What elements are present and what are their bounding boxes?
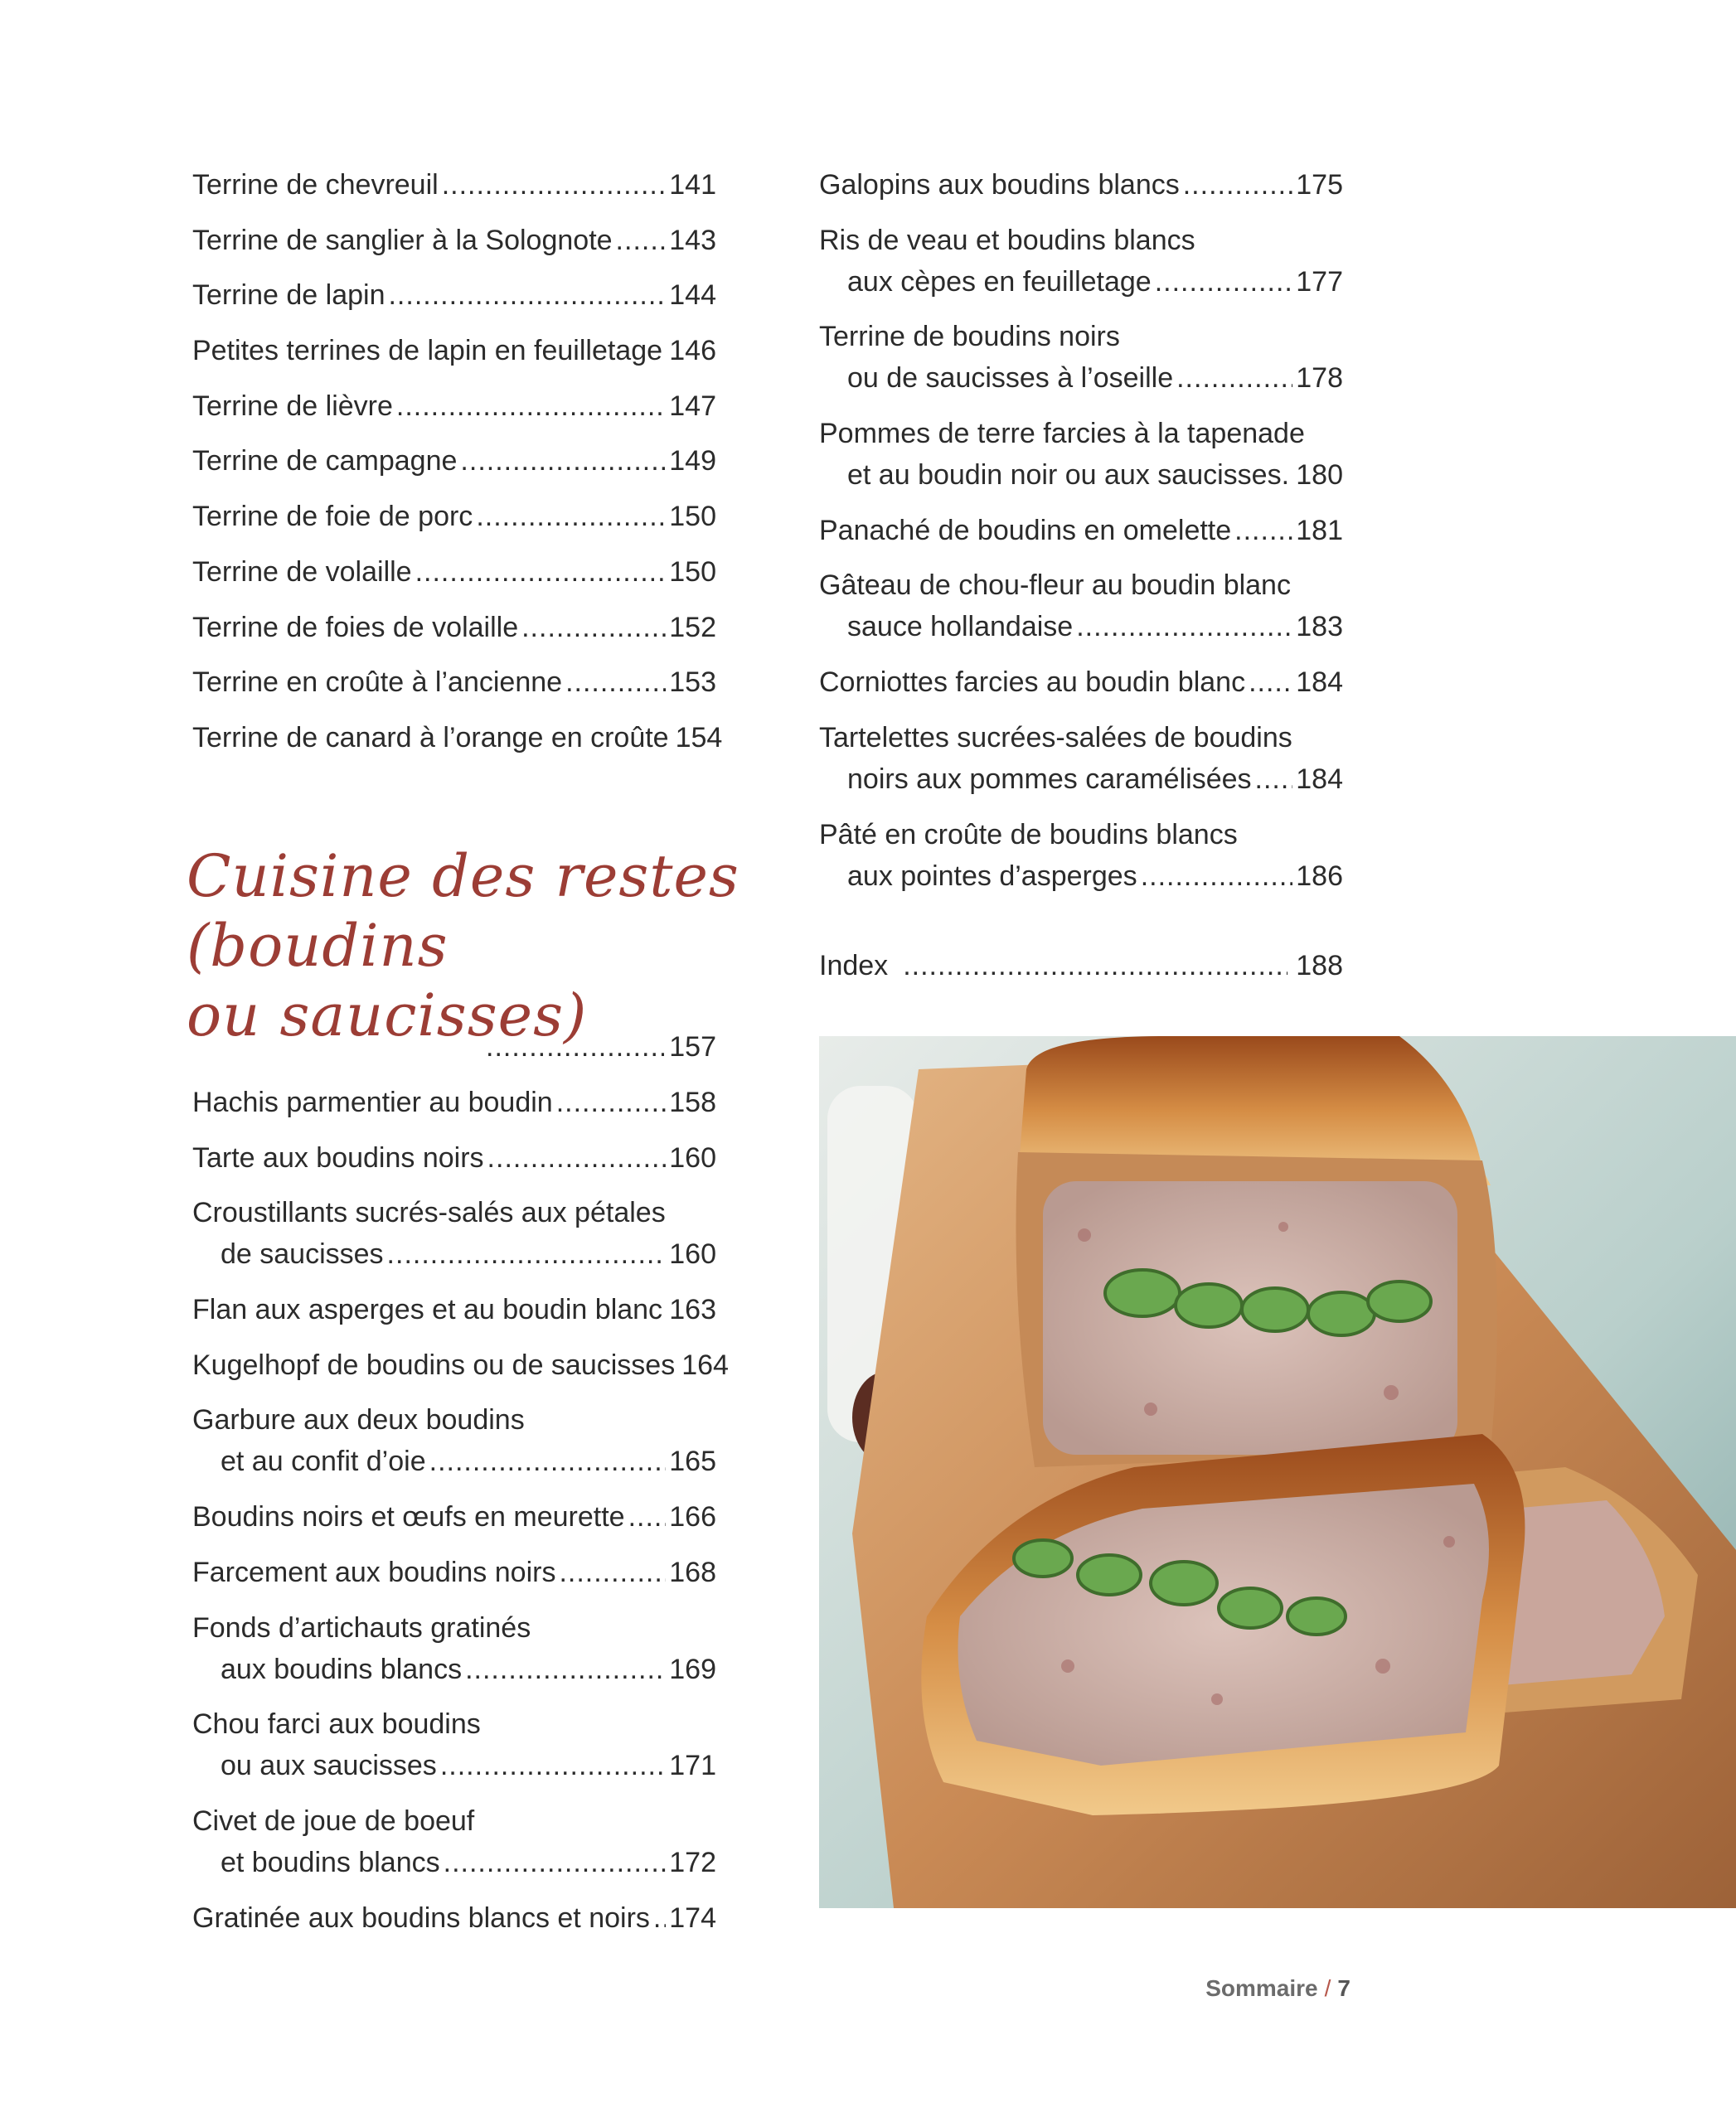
leader-dots [388,274,666,316]
leader-dots [1155,261,1293,303]
toc-entry[interactable] [192,1137,716,1179]
toc-entry-title-continued: et au boudin noir ou aux saucisses. [847,459,1290,492]
toc-entry-title: Terrine de foie de porc [192,501,473,533]
toc-entry-page: 174 [669,1902,716,1934]
toc-entry[interactable] [192,551,716,593]
leader-dots [487,1137,667,1179]
toc-entry-title: Panaché de boudins en omelette [819,514,1232,546]
leader-dots [486,1026,664,1068]
toc-entry-page: 141 [669,169,716,201]
leader-dots [1234,510,1292,551]
section-title-line-1: Cuisine des restes [187,842,739,910]
toc-entry-page: 183 [1296,611,1343,643]
leader-dots [565,661,666,703]
toc-entry-title-continued: ou aux saucisses [221,1750,437,1782]
section-page-row[interactable] [192,1026,716,1068]
toc-entry-title: Terrine de volaille [192,555,412,588]
toc-entry-title: Terrine en croûte à l’ancienne [192,666,563,699]
leader-dots [465,1649,666,1690]
toc-left-column-top [192,164,723,773]
toc-entry-page: 143 [669,224,716,256]
toc-entry-title: Petites terrines de lapin en feuilletage [192,335,663,367]
toc-entry-page: 146 [669,335,716,367]
leader-dots [444,1842,667,1883]
toc-entry-title: Hachis parmentier au boudin [192,1087,553,1118]
leader-dots [1176,357,1292,399]
toc-entry[interactable] [192,1082,716,1123]
toc-entry-page: 154 [675,721,723,753]
toc-entry-title-continued: de saucisses [221,1238,384,1271]
toc-entry[interactable] [819,564,1343,647]
toc-entry[interactable] [819,413,1343,496]
toc-entry-page: 171 [669,1750,716,1782]
toc-entry-title: Galopins aux boudins blancs [819,169,1180,201]
toc-entry[interactable] [192,440,716,482]
toc-entry-page: 150 [669,555,716,588]
toc-entry[interactable] [819,717,1343,800]
toc-entry[interactable] [192,1289,716,1330]
toc-entry[interactable] [192,1703,716,1786]
toc-entry[interactable] [192,164,716,206]
toc-entry-title-continued: aux boudins blancs [221,1653,463,1685]
leader-dots [1183,164,1293,206]
toc-entry-page: 169 [669,1653,716,1685]
footer-label: Sommaire [1205,1975,1318,2001]
toc-entry[interactable] [192,385,716,427]
leader-dots [396,385,666,427]
toc-entry-page: 175 [1296,169,1343,201]
leader-dots [1255,758,1293,800]
leader-dots [1141,855,1293,897]
toc-entry[interactable] [192,1344,729,1386]
toc-entry[interactable] [192,1496,716,1538]
toc-entry[interactable] [192,661,716,703]
toc-entry-page: 177 [1296,265,1343,298]
toc-entry-title-continued: et au confit d’oie [221,1446,426,1478]
toc-entry-page: 180 [1296,459,1343,492]
leader-dots [1249,661,1292,703]
toc-entry-title: Civet de joue de boeuf [192,1805,475,1837]
toc-entry[interactable] [192,1897,716,1939]
toc-entry-page: 165 [669,1446,716,1478]
toc-entry-title-continued: sauce hollandaise [847,611,1074,643]
toc-entry-title: Terrine de sanglier à la Solognote [192,224,613,256]
toc-entry[interactable] [819,814,1343,897]
toc-entry[interactable] [192,1607,716,1690]
toc-entry-page: 186 [1296,860,1343,892]
toc-entry[interactable] [192,330,716,371]
toc-entry[interactable] [819,510,1343,551]
pate-en-croute-photo [819,1036,1736,1908]
toc-entry-title: Farcement aux boudins noirs [192,1556,556,1588]
toc-entry-page: 178 [1296,362,1343,395]
toc-entry-page: 172 [669,1846,716,1878]
section-title-line-3: ou saucisses) [187,981,588,1049]
toc-entry-title: Corniottes farcies au boudin blanc [819,666,1246,699]
leader-dots [653,1897,666,1939]
toc-entry[interactable] [819,220,1343,303]
toc-entry-page: 149 [669,445,716,477]
toc-entry-page: 150 [669,501,716,533]
section-title [187,841,739,1050]
toc-entry-title: Chou farci aux boudins [192,1708,481,1741]
leader-dots [415,551,667,593]
leader-dots [387,1233,667,1275]
toc-entry-title-continued: noirs aux pommes caramélisées [847,763,1252,795]
toc-entry-title: Terrine de campagne [192,445,458,477]
index-title: Index [819,950,889,981]
toc-entry[interactable] [192,220,716,261]
toc-entry-title: Flan aux asperges et au boudin blanc [192,1294,663,1326]
toc-right-column [819,164,1343,910]
toc-entry-page: 153 [669,666,716,699]
leader-dots [460,440,666,482]
toc-entry-title-continued: et boudins blancs [221,1846,440,1878]
toc-entry-title: Pommes de terre farcies à la tapenade [819,418,1305,450]
toc-entry-page: 181 [1296,514,1343,546]
toc-entry-title: Terrine de chevreuil [192,169,439,201]
toc-entry-index[interactable] [819,945,1343,986]
toc-entry-title: Garbure aux deux boudins [192,1404,525,1436]
toc-entry-page: 166 [669,1501,716,1533]
toc-entry-page: 152 [669,611,716,643]
leader-dots [440,1745,666,1786]
toc-entry[interactable] [192,717,723,758]
section-title-line-2: (boudins [187,912,449,980]
toc-entry-page: 160 [669,1238,716,1271]
toc-entry[interactable] [192,1552,716,1593]
toc-entry-title: Terrine de lapin [192,279,386,312]
page-footer [1205,1975,1350,2002]
leader-dots [476,496,666,537]
section-page-number: 157 [669,1031,716,1063]
leader-dots [521,607,666,648]
leader-dots [556,1082,667,1123]
toc-left-column-bottom [192,1082,729,1952]
toc-entry[interactable] [192,607,716,648]
toc-entry[interactable] [819,316,1343,399]
toc-entry[interactable] [192,496,716,537]
toc-entry-title: Terrine de boudins noirs [819,321,1120,353]
leader-dots [628,1496,667,1538]
toc-entry-title: Gâteau de chou-fleur au boudin blanc [819,569,1291,602]
leader-dots [616,220,667,261]
leader-dots [559,1552,666,1593]
leader-dots [903,945,1287,986]
toc-entry[interactable] [819,164,1343,206]
index-page-number: 188 [1296,950,1343,981]
leader-dots [442,164,667,206]
toc-entry-page: 184 [1296,666,1343,699]
toc-entry-title: Tartelettes sucrées-salées de boudins [819,721,1292,753]
toc-entry-page: 144 [669,279,716,312]
toc-entry-title: Kugelhopf de boudins ou de saucisses [192,1349,676,1381]
toc-entry-page: 158 [669,1087,716,1118]
toc-entry-title: Gratinée aux boudins blancs et noirs [192,1902,650,1934]
toc-entry-title-continued: ou de saucisses à l’oseille [847,362,1174,395]
toc-entry[interactable] [192,274,716,316]
toc-entry-title: Boudins noirs et œufs en meurette [192,1501,625,1533]
toc-entry[interactable] [192,1800,716,1883]
toc-entry-title-continued: aux cèpes en feuilletage [847,265,1152,298]
toc-entry-page: 168 [669,1556,716,1588]
toc-entry-page: 164 [681,1349,729,1381]
toc-entry-title: Fonds d’artichauts gratinés [192,1611,531,1644]
toc-entry[interactable] [192,1192,716,1275]
leader-dots [1076,606,1292,647]
toc-entry[interactable] [192,1399,716,1482]
toc-entry-title: Terrine de foies de volaille [192,611,519,643]
toc-entry-page: 147 [669,390,716,422]
toc-entry-page: 163 [669,1294,716,1326]
footer-page-number: 7 [1337,1975,1350,2001]
footer-separator: / [1324,1975,1331,2001]
toc-entry[interactable] [819,661,1343,703]
toc-entry-title: Croustillants sucrés-salés aux pétales [192,1197,666,1229]
toc-entry-title: Ris de veau et boudins blancs [819,224,1195,256]
toc-entry-page: 184 [1296,763,1343,795]
toc-entry-title: Tarte aux boudins noirs [192,1141,484,1174]
toc-entry-title-continued: aux pointes d’asperges [847,860,1137,892]
toc-entry-title: Terrine de canard à l’orange en croûte [192,721,669,753]
leader-dots [429,1441,667,1482]
toc-entry-title: Pâté en croûte de boudins blancs [819,818,1238,850]
toc-entry-page: 160 [669,1141,716,1174]
toc-entry-title: Terrine de lièvre [192,390,393,422]
